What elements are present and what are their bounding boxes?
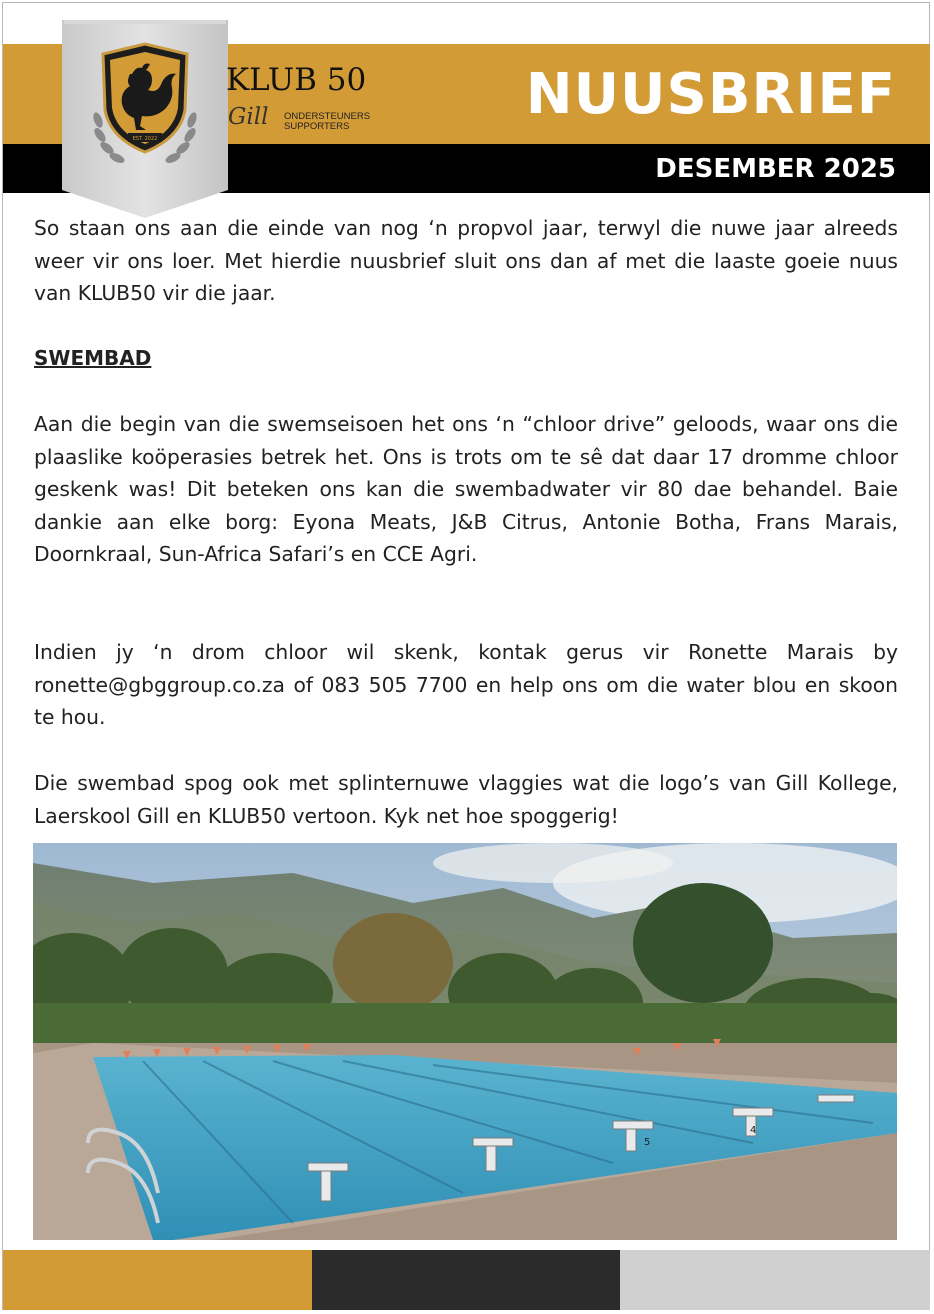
brand-tagline — [284, 112, 370, 132]
pool-photo — [33, 843, 897, 1240]
newsletter-title: NUUSBRIEF — [525, 62, 896, 127]
footer-black-bar — [312, 1250, 620, 1310]
footer-grey-bar — [620, 1250, 930, 1310]
intro-paragraph: So staan ons aan die einde van nog ‘n propvol jaar, terwyl die nuwe jaar alreeds weer vir ons loer. Met hierdie nuusbrief sluit ons dan af met die laaste goeie nuus van KLUB50 vir die jaar. — [34, 216, 898, 306]
lane-number-4: 4 — [750, 1125, 757, 1136]
chlorine-paragraph: Aan die begin van die swemseisoen het ons ‘n “chloor drive” geloods, waar ons die plaaslike koöperasies betrek het. Ons is trots om te sê dat daar 17 dromme chloor geskenk was! Dit beteken ons kan die swembadwater vir 80 dae behandel. Baie dankie aan elke borg: Eyona Meats, J&B Citrus, Antonie Botha, Frans Marais, Doornkraal, Sun-Africa Safari’s en CCE Agri. — [34, 412, 898, 567]
pool-photo-illustration — [33, 843, 897, 1240]
flags-paragraph: Die swembad spog ook met splinternuwe vlaggies wat die logo’s van Gill Kollege, Laerskool Gill en KLUB50 vertoon. Kyk net hoe spoggerig! — [34, 771, 898, 828]
section-heading: SWEMBAD — [34, 346, 152, 370]
crest-est-label: EST. 2022 — [132, 136, 158, 142]
brand-name: KLUB 50 — [226, 62, 367, 98]
brand-tag-line-1: ONDERSTEUNERS — [284, 111, 371, 122]
lane-number-5: 5 — [644, 1137, 651, 1148]
contact-paragraph: Indien jy ‘n drom chloor wil skenk, kontak gerus vir Ronette Marais by ronette@gbggroup.co.za of 083 505 7700 en help ons om die water blou en skoon te hou. — [34, 640, 898, 730]
brand-logo — [226, 62, 371, 132]
crest-ribbon — [62, 20, 228, 220]
newsletter-date: DESEMBER 2025 — [655, 154, 896, 184]
brand-tag-line-2: SUPPORTERS — [284, 121, 350, 132]
footer-gold-bar — [3, 1250, 312, 1310]
brand-subline — [226, 102, 396, 136]
brand-script: Gill — [228, 104, 269, 130]
